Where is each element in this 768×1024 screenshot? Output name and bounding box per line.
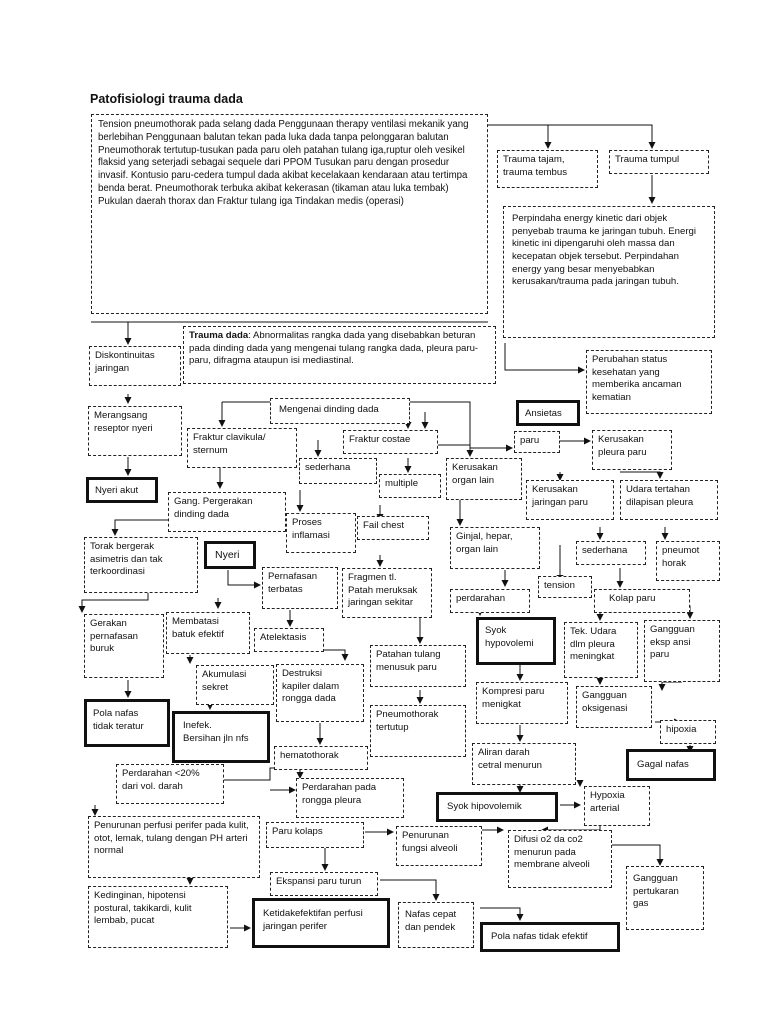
perdarahan-20-box: Perdarahan <20% dari vol. darah: [116, 764, 224, 804]
ginjal-box: Ginjal, hepar, organ lain: [450, 527, 540, 569]
causes-box: Tension pneumothorak pada selang dada Penggunaan therapy ventilasi mekanik yang berlebihan Penggunaan balutan tekan pada luka dada tanpa pelonggaran balutan Pneumothorak tertutup-tusukan pada paru oleh patahan tulang iga,ruptur oleh vesikel flaksid yang seterjadi sebagai sequele dari PPOM Tusukan paru dengan prosedur invasif. Kontusio paru-cedera tumpul dada akibat kecelakaan kendaraan atau tertimpa benda berat. Pneumothorak terbuka akibat kekerasan (tikaman atau luka tembak) Pukulan daerah thorax dan Fraktur tulang iga Tindakan medis (operasi): [91, 114, 488, 314]
hypoxia-arterial-box: Hypoxia arterial: [584, 786, 650, 826]
perubahan-status-box: Perubahan status kesehatan yang memberika ancaman kematian: [586, 350, 712, 414]
proses-inflamasi-box: Proses inflamasi: [286, 513, 356, 553]
torak-bergerak-box: Torak bergerak asimetris dan tak terkoordinasi: [84, 537, 198, 593]
difusi-box: Difusi o2 da co2 menurun pada membrane alveoli: [508, 830, 612, 888]
penurunan-fungsi-box: Penurunan fungsi alveoli: [396, 826, 482, 866]
perdarahan-box: perdarahan: [450, 589, 530, 613]
multiple-box: multiple: [379, 474, 441, 498]
syok-hipovolemik-box: Syok hipovolemik: [436, 792, 558, 822]
paru-box: paru: [514, 431, 560, 453]
pola-nafas-box-2: Pola nafas tidak efektif: [480, 922, 620, 952]
ansietas-box: Ansietas: [516, 400, 580, 426]
kolap-paru-box: Kolap paru: [594, 589, 690, 613]
gangguan-pertukaran-box: Gangguan pertukaran gas: [626, 866, 704, 930]
aliran-darah-box: Aliran darah cetral menurun: [472, 743, 576, 785]
gang-pergerakan-box: Gang. Pergerakan dinding dada: [168, 492, 286, 532]
diskontinuitas-box: Diskontinuitas jaringan: [89, 346, 181, 386]
trauma-dada-box: [183, 326, 496, 384]
trauma-tajam-box: Trauma tajam, trauma tembus: [497, 150, 598, 188]
hematothorak-box: hematothorak: [274, 746, 368, 770]
paru-kolaps-box: Paru kolaps: [266, 822, 364, 848]
fraktur-costae-box: Fraktur costae: [343, 430, 438, 454]
kompresi-paru-box: Kompresi paru menigkat: [476, 682, 568, 724]
kerusakan-organ-box: Kerusakan organ lain: [446, 458, 522, 500]
perdarahan-pleura-box: Perdarahan pada rongga pleura: [296, 778, 404, 818]
sederhana-box-2: sederhana: [576, 541, 646, 565]
gangguan-oksigenasi-box: Gangguan oksigenasi: [576, 686, 652, 728]
trauma-dada-text: : Abnormalitas rangka dada yang disebabkan beturan pada dinding dada yang mengenai tulang rangka dada, pleura paru-paru, difragma ataupun isi mediastinal.: [189, 330, 479, 367]
patahan-tulang-box: Patahan tulang menusuk paru: [370, 645, 466, 687]
nafas-cepat-box: Nafas cepat dan pendek: [398, 902, 474, 948]
page-title: Patofisiologi trauma dada: [90, 92, 243, 106]
destruksi-kapiler-box: Destruksi kapiler dalam rongga dada: [276, 664, 364, 722]
trauma-dada-label: Trauma dada: [189, 330, 249, 341]
udara-tertahan-box: Udara tertahan dilapisan pleura: [620, 480, 718, 520]
pneumothorak-box: pneumot horak: [656, 541, 720, 581]
pola-nafas-box-1: Pola nafas tidak teratur: [84, 699, 170, 747]
penurunan-perfusi-box: Penurunan perfusi perifer pada kulit, otot, lemak, tulang dengan PH arteri normal: [88, 816, 260, 878]
mengenai-box: Mengenai dinding dada: [270, 398, 410, 424]
membatasi-batuk-box: Membatasi batuk efektif: [166, 612, 250, 654]
sederhana-box-1: sederhana: [299, 458, 377, 484]
ketidakefektifan-box: Ketidakefektifan perfusi jaringan perifer: [252, 898, 390, 948]
akumulasi-sekret-box: Akumulasi sekret: [196, 665, 274, 705]
inefek-box: Inefek. Bersihan jln nfs: [172, 711, 270, 763]
fragmen-box: Fragmen tl. Patah meruksak jaringan sekitar: [342, 568, 432, 618]
tek-udara-box: Tek. Udara dlm pleura meningkat: [564, 622, 638, 678]
kerusakan-pleura-box: Kerusakan pleura paru: [592, 430, 672, 470]
energy-box: Perpindaha energy kinetic dari objek penyebab trauma ke jaringan tubuh. Energi kinetic ini dipengaruhi oleh massa dan kecepatan objek tersebut. Perpindahan energy yang besar menyebabkan kerusakan/trauma pada jaringan tubuh.: [503, 206, 715, 338]
nyeri-akut-box: Nyeri akut: [86, 477, 158, 503]
hipoxia-box: hipoxia: [660, 720, 716, 744]
merangsang-box: Merangsang reseptor nyeri: [88, 406, 182, 456]
kerusakan-jaringan-paru-box: Kerusakan jaringan paru: [526, 480, 614, 520]
tension-box: tension: [538, 576, 592, 598]
trauma-tumpul-box: Trauma tumpul: [609, 150, 709, 174]
ekspansi-turun-box: Ekspansi paru turun: [270, 872, 378, 896]
gangguan-ekspansi-box: Gangguan eksp ansi paru: [644, 620, 720, 682]
syok-hypovolemi-box: Syok hypovolemi: [476, 617, 556, 665]
gagal-nafas-box: Gagal nafas: [626, 749, 716, 781]
gerakan-pernafasan-box: Gerakan pernafasan buruk: [84, 614, 164, 678]
kedinginan-box: Kedinginan, hipotensi postural, takikardi, kulit lembab, pucat: [88, 886, 228, 948]
fraktur-klavikula-box: Fraktur clavikula/ sternum: [187, 428, 297, 468]
pneumothorak-tertutup-box: Pneumothorak tertutup: [370, 705, 466, 757]
nyeri-box: Nyeri: [204, 541, 256, 569]
atelektasis-box: Atelektasis: [254, 628, 324, 652]
pernafasan-terbatas-box: Pernafasan terbatas: [262, 567, 338, 609]
fail-chest-box: Fail chest: [357, 516, 429, 540]
